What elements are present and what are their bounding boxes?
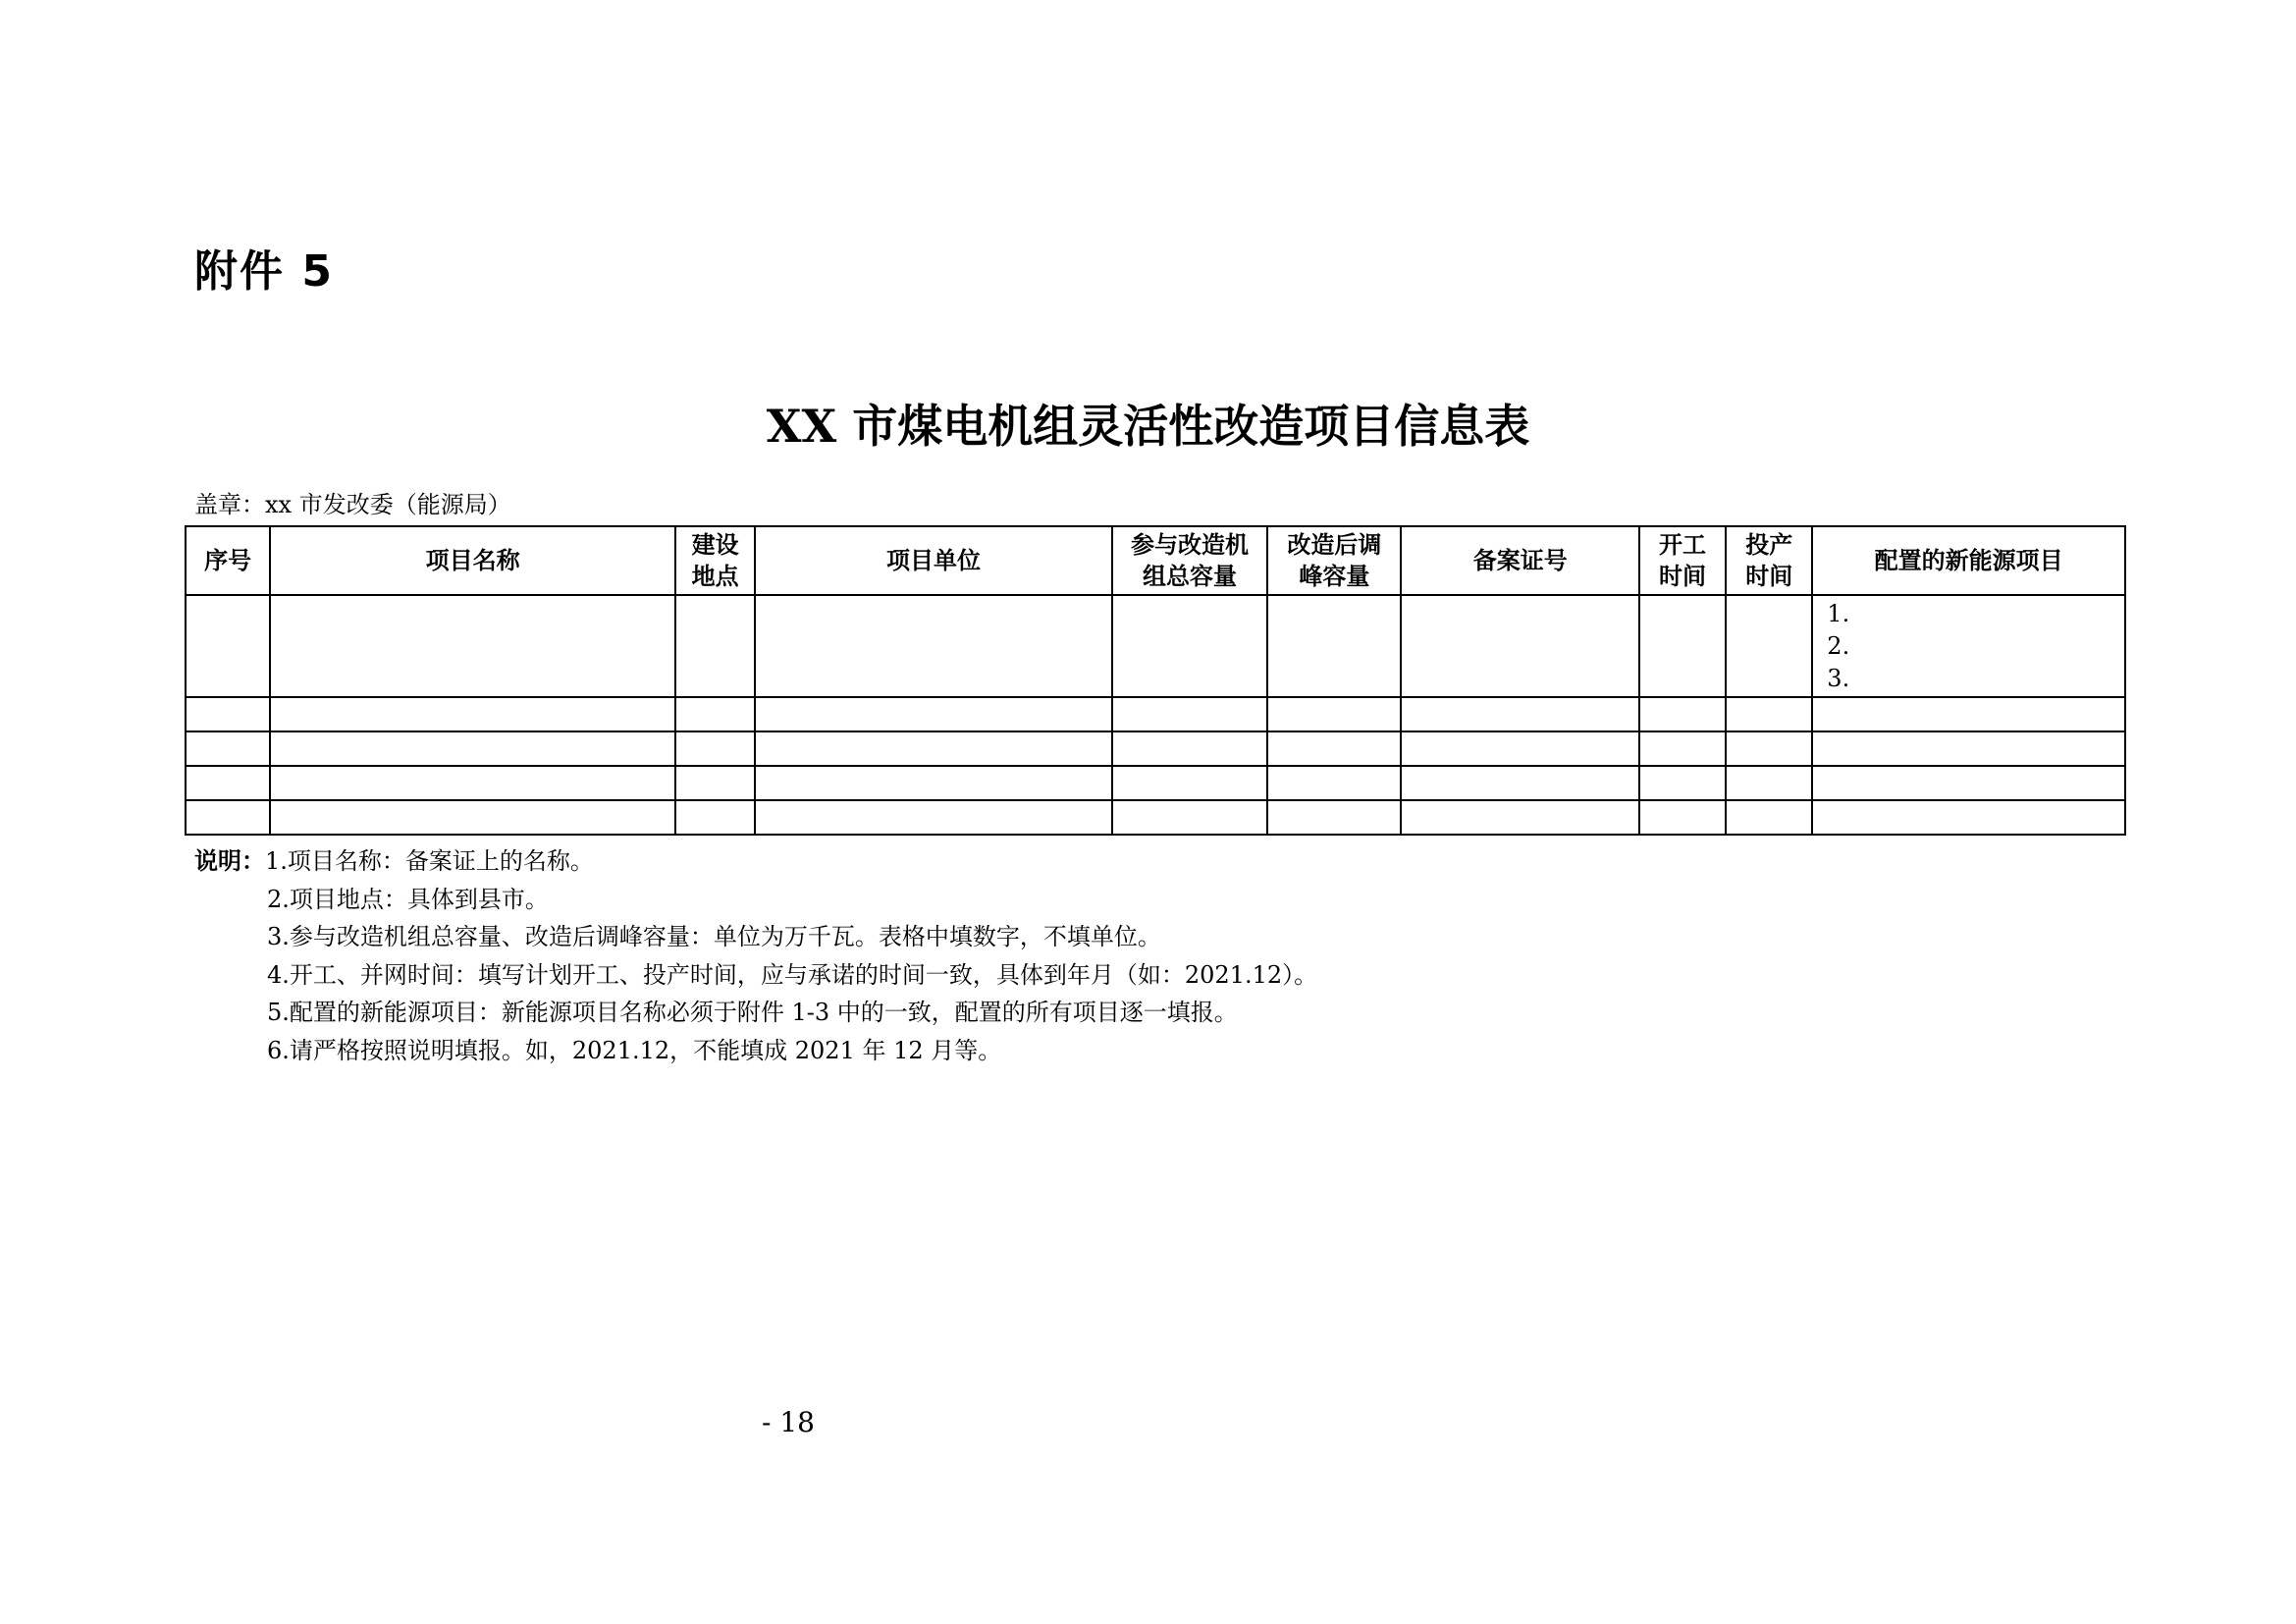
attachment-label: 附件 5 [194,246,334,297]
header-filing-number [1401,526,1638,595]
header-project-name-line1: 项目名称 [425,547,520,574]
cell-filing-number [1401,766,1638,800]
header-peak-capacity-line1: 改造后调 [1287,531,1382,559]
note-item: 4.开工、并网时间：填写计划开工、投产时间，应与承诺的时间一致，具体到年月（如：2021.12）。 [267,960,1318,989]
header-total-capacity [1112,526,1267,595]
header-operation-time [1726,526,1812,595]
new-energy-item: 3. [1827,665,1850,692]
cell-location [675,731,755,766]
table-header-row [186,526,2125,595]
new-energy-item: 1. [1827,600,1850,627]
cell-project-name [270,766,675,800]
cell-project-unit [755,800,1112,835]
page-number: - 18 [762,1406,815,1438]
cell-peak-capacity [1267,766,1401,800]
cell-total-capacity [1112,731,1267,766]
cell-project-name [270,697,675,731]
stamp-line: 盖章：xx 市发改委（能源局） [194,491,511,518]
cell-operation-time [1726,731,1812,766]
header-start-time-line2: 时间 [1659,563,1707,590]
header-peak-capacity-line2: 峰容量 [1299,563,1370,590]
cell-project-name [270,800,675,835]
cell-peak-capacity [1267,697,1401,731]
notes-section [194,842,1317,1069]
header-serial-line1: 序号 [204,547,252,574]
header-total-capacity-line1: 参与改造机 [1131,531,1250,559]
cell-peak-capacity [1267,595,1401,697]
cell-total-capacity [1112,766,1267,800]
cell-filing-number [1401,595,1638,697]
document-title: XX 市煤电机组灵活性改造项目信息表 [766,400,1530,453]
table-row [186,766,2125,800]
header-operation-time-line2: 时间 [1745,563,1793,590]
cell-serial [186,766,270,800]
cell-project-name [270,595,675,697]
note-text: 1.项目名称：备案证上的名称。 [265,847,594,875]
note-item: 3.参与改造机组总容量、改造后调峰容量：单位为万千瓦。表格中填数字，不填单位。 [267,923,1161,950]
header-location-line2: 地点 [691,563,739,590]
cell-location [675,766,755,800]
cell-project-unit [755,731,1112,766]
cell-new-energy-projects [1812,595,2125,697]
cell-start-time [1639,731,1726,766]
cell-total-capacity [1112,697,1267,731]
project-info-table [185,525,2126,836]
cell-serial [186,731,270,766]
header-serial [186,526,270,595]
cell-project-unit [755,766,1112,800]
new-energy-item: 2. [1827,632,1850,660]
cell-location [675,800,755,835]
header-filing-number-line1: 备案证号 [1472,547,1568,574]
header-project-unit-line1: 项目单位 [886,547,982,574]
cell-serial [186,697,270,731]
cell-project-name [270,731,675,766]
cell-filing-number [1401,697,1638,731]
cell-filing-number [1401,800,1638,835]
cell-operation-time [1726,766,1812,800]
cell-start-time [1639,766,1726,800]
header-total-capacity-line2: 组总容量 [1143,563,1238,590]
header-location-line1: 建设 [691,531,739,559]
cell-new-energy-projects [1812,731,2125,766]
cell-location [675,697,755,731]
table-row [186,697,2125,731]
table-row [186,731,2125,766]
header-location [675,526,755,595]
cell-new-energy-projects [1812,697,2125,731]
cell-start-time [1639,595,1726,697]
cell-start-time [1639,697,1726,731]
cell-operation-time [1726,595,1812,697]
note-item: 6.请严格按照说明填报。如，2021.12，不能填成 2021 年 12 月等。 [267,1036,1002,1064]
header-new-energy-projects-line1: 配置的新能源项目 [1874,547,2063,574]
cell-project-unit [755,697,1112,731]
note-item: 2.项目地点：具体到县市。 [267,885,549,913]
cell-new-energy-projects [1812,766,2125,800]
cell-location [675,595,755,697]
cell-operation-time [1726,697,1812,731]
cell-new-energy-projects [1812,800,2125,835]
cell-total-capacity [1112,800,1267,835]
header-new-energy-projects [1812,526,2125,595]
cell-peak-capacity [1267,731,1401,766]
table-row [186,800,2125,835]
cell-project-unit [755,595,1112,697]
cell-start-time [1639,800,1726,835]
header-project-unit [755,526,1112,595]
cell-serial [186,595,270,697]
note-item [194,842,1317,881]
cell-peak-capacity [1267,800,1401,835]
header-peak-capacity [1267,526,1401,595]
cell-serial [186,800,270,835]
header-project-name [270,526,675,595]
header-start-time [1639,526,1726,595]
note-item: 5.配置的新能源项目：新能源项目名称必须于附件 1-3 中的一致，配置的所有项目逐一填报。 [267,999,1238,1026]
cell-operation-time [1726,800,1812,835]
header-operation-time-line1: 投产 [1745,531,1793,559]
notes-heading: 说明： [194,847,265,875]
cell-filing-number [1401,731,1638,766]
cell-total-capacity [1112,595,1267,697]
table-row [186,595,2125,697]
header-start-time-line1: 开工 [1659,531,1707,559]
